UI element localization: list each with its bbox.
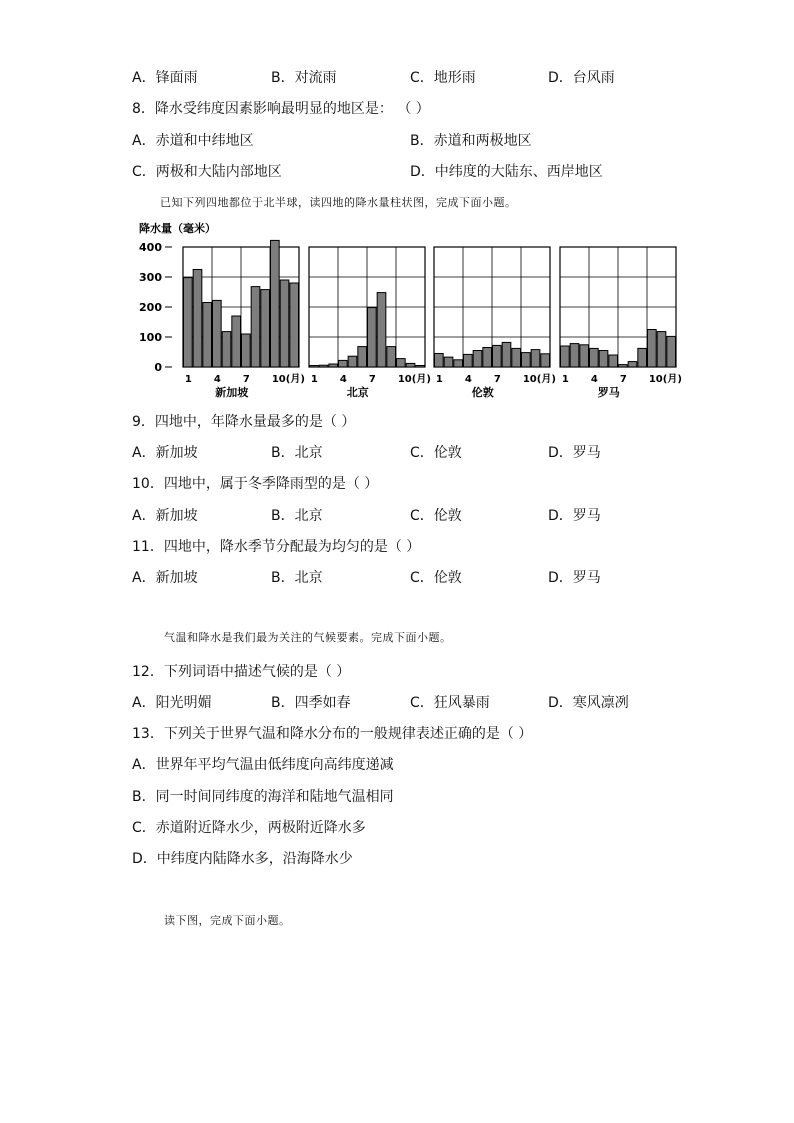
- q11-option-c: C．伦敦: [410, 570, 462, 586]
- q13-option-a: A．世界年平均气温由低纬度向高纬度递减: [132, 757, 394, 773]
- precip-bar: [454, 360, 463, 367]
- precip-bar: [387, 347, 396, 367]
- y-tick-label: 100: [139, 331, 162, 344]
- precip-bar: [203, 303, 212, 368]
- precip-bar: [667, 336, 676, 367]
- q10-option-a: A．新加坡: [132, 508, 198, 524]
- q13-stem: 13．下列关于世界气温和降水分布的一般规律表述正确的是（ ）: [132, 726, 533, 742]
- precip-bar: [522, 353, 531, 367]
- q7-option-d: D．台风雨: [548, 70, 615, 86]
- intro-precipitation-charts: 已知下列四地都位于北半球，读四地的降水量柱状图，完成下面小题。: [160, 196, 517, 209]
- precip-bar: [570, 344, 579, 367]
- precip-bar: [628, 362, 637, 367]
- precip-bar: [271, 240, 280, 367]
- x-tick-label: 7: [368, 374, 376, 385]
- precip-bar: [242, 334, 251, 367]
- y-tick-label: 200: [139, 301, 162, 314]
- x-tick-label: 1: [184, 374, 192, 385]
- q9-option-a: A．新加坡: [132, 445, 198, 461]
- precip-bar: [619, 365, 628, 367]
- precip-bar: [512, 348, 521, 367]
- x-tick-label: 10(月): [397, 374, 431, 385]
- precip-bar: [222, 332, 231, 367]
- precip-bar: [251, 287, 260, 367]
- precip-bar: [329, 364, 338, 367]
- q8-stem: 8．降水受纬度因素影响最明显的地区是： （ ）: [132, 101, 430, 117]
- q10-option-b: B．北京: [271, 508, 323, 524]
- x-tick-label: 10(月): [271, 374, 305, 385]
- panel-name: 伦敦: [471, 386, 494, 399]
- precip-bar: [232, 316, 241, 367]
- q13-option-d: D．中纬度内陆降水多，沿海降水少: [132, 851, 353, 867]
- q11-option-b: B．北京: [271, 570, 323, 586]
- q9-option-c: C．伦敦: [410, 445, 462, 461]
- x-tick-label: 1: [435, 374, 443, 385]
- precip-bar: [213, 300, 222, 367]
- y-tick-label: 0: [154, 361, 162, 374]
- panel-name: 北京: [346, 386, 369, 399]
- precip-bar: [590, 348, 599, 367]
- precip-bar: [609, 355, 618, 367]
- x-tick-label: 4: [464, 374, 472, 385]
- x-tick-label: 10(月): [648, 374, 682, 385]
- q10-option-d: D．罗马: [548, 508, 601, 524]
- q8-option-c: C．两极和大陆内部地区: [132, 164, 282, 180]
- q12-option-b: B．四季如春: [271, 695, 351, 711]
- x-tick-label: 7: [493, 374, 501, 385]
- q12-stem: 12．下列词语中描述气候的是（ ）: [132, 664, 351, 680]
- panel-name: 罗马: [597, 386, 620, 399]
- q8-option-a: A．赤道和中纬地区: [132, 133, 254, 149]
- x-tick-label: 4: [213, 374, 221, 385]
- precip-bar: [502, 342, 511, 367]
- precip-bar: [648, 330, 657, 368]
- precip-bar: [406, 363, 415, 367]
- q11-option-a: A．新加坡: [132, 570, 198, 586]
- intro-climate-elements: 气温和降水是我们最为关注的气候要素。完成下面小题。: [164, 631, 452, 644]
- q10-option-c: C．伦敦: [410, 508, 462, 524]
- q12-option-d: D．寒风凛冽: [548, 695, 629, 711]
- precip-bar: [483, 348, 492, 368]
- q7-option-c: C．地形雨: [410, 70, 476, 86]
- intro-read-figure: 读下图，完成下面小题。: [164, 914, 291, 927]
- x-tick-label: 4: [339, 374, 347, 385]
- q13-option-b: B．同一时间同纬度的海洋和陆地气温相同: [132, 789, 394, 805]
- precip-bar: [541, 354, 550, 367]
- precip-bar: [310, 366, 319, 368]
- q12-option-c: C．狂风暴雨: [410, 695, 490, 711]
- q9-option-d: D．罗马: [548, 445, 601, 461]
- q8-option-d: D．中纬度的大陆东、西岸地区: [410, 164, 603, 180]
- precip-bar: [368, 308, 377, 367]
- q7-option-a: A．锋面雨: [132, 70, 198, 86]
- precipitation-bar-charts: [0, 0, 794, 410]
- q7-option-b: B．对流雨: [271, 70, 337, 86]
- precip-bar: [339, 360, 348, 367]
- q12-option-a: A．阳光明媚: [132, 695, 212, 711]
- precip-bar: [261, 290, 270, 367]
- precip-bar: [184, 278, 193, 367]
- q11-option-d: D．罗马: [548, 570, 601, 586]
- precip-bar: [638, 348, 647, 367]
- precip-bar: [193, 270, 202, 368]
- precip-bar: [444, 357, 453, 367]
- precip-bar: [435, 354, 444, 368]
- precip-bar: [319, 365, 328, 367]
- x-tick-label: 7: [619, 374, 627, 385]
- q9-option-b: B．北京: [271, 445, 323, 461]
- y-tick-label: 400: [139, 241, 162, 254]
- x-tick-label: 7: [242, 374, 250, 385]
- panel-name: 新加坡: [215, 386, 249, 399]
- precip-bar: [397, 359, 406, 367]
- precip-bar: [290, 283, 299, 367]
- x-tick-label: 10(月): [522, 374, 556, 385]
- precip-bar: [493, 345, 502, 367]
- y-tick-label: 300: [139, 271, 162, 284]
- q13-option-c: C．赤道附近降水少，两极附近降水多: [132, 820, 366, 836]
- x-tick-label: 1: [561, 374, 569, 385]
- precip-bar: [348, 356, 357, 367]
- precip-bar: [599, 351, 608, 368]
- precip-bar: [280, 280, 289, 367]
- q8-option-b: B．赤道和两极地区: [410, 133, 532, 149]
- precip-bar: [377, 293, 386, 367]
- precip-bar: [473, 351, 482, 368]
- precip-bar: [464, 354, 473, 367]
- precip-bar: [580, 345, 589, 367]
- precip-bar: [531, 350, 540, 367]
- precip-bar: [561, 346, 570, 367]
- q11-stem: 11．四地中，降水季节分配最为均匀的是（ ）: [132, 539, 421, 555]
- precip-bar: [416, 366, 425, 368]
- q10-stem: 10．四地中，属于冬季降雨型的是（ ）: [132, 476, 379, 492]
- q9-stem: 9．四地中，年降水量最多的是（ ）: [132, 414, 356, 430]
- precip-bar: [358, 347, 367, 367]
- x-tick-label: 4: [590, 374, 598, 385]
- x-tick-label: 1: [310, 374, 318, 385]
- y-axis-label: 降水量（毫米）: [139, 222, 216, 235]
- precip-bar: [657, 332, 666, 367]
